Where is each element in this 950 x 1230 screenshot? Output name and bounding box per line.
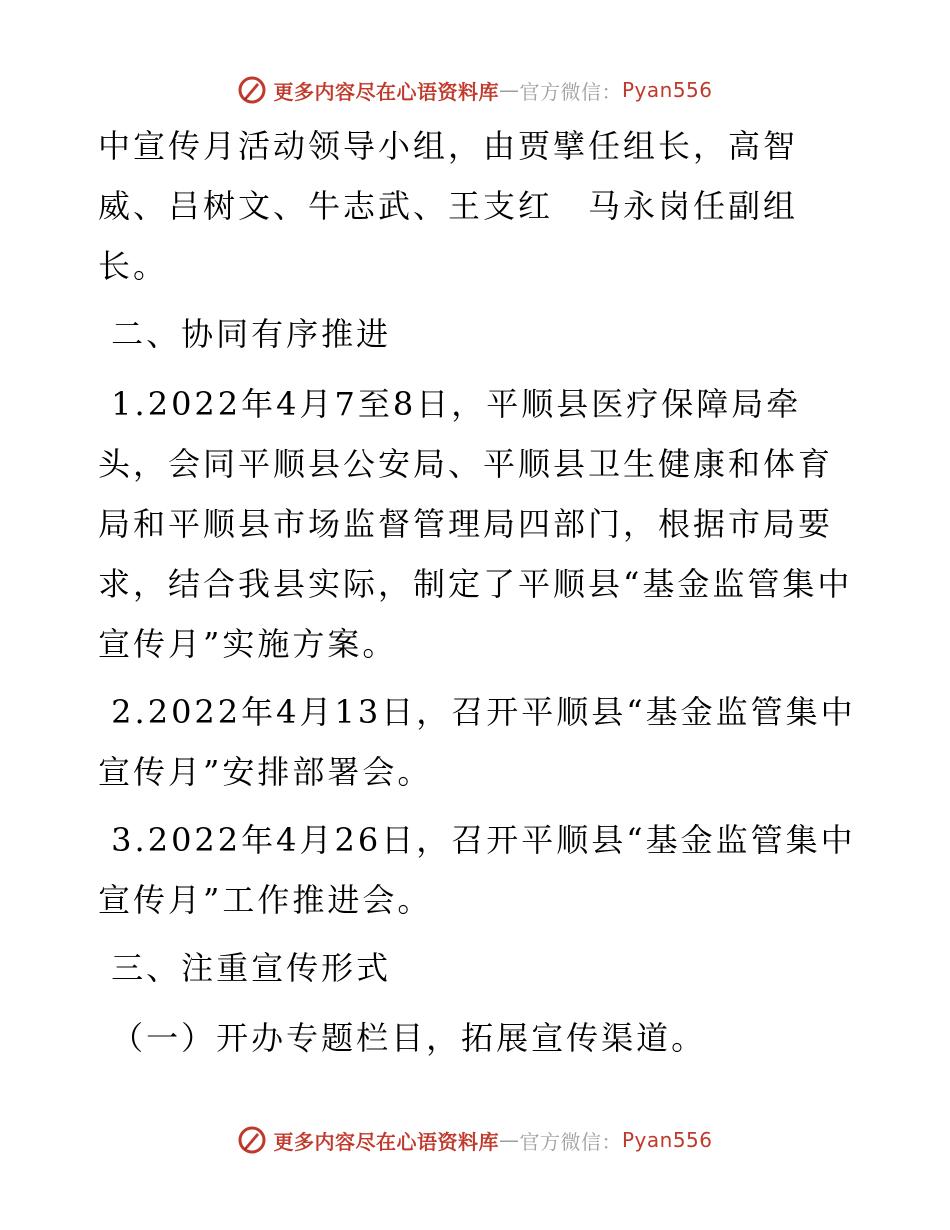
quill-logo-icon — [237, 75, 267, 105]
paragraph-item-2: 2.2022年4月13日，召开平顺县“基金监管集中宣传月”安排部署会。 — [98, 693, 856, 791]
watermark-text: 更多内容尽在心语资料库 — [273, 1129, 499, 1154]
document-body — [98, 116, 858, 1076]
paragraph-item-3: 3.2022年4月26日，召开平顺县“基金监管集中宣传月”工作推进会。 — [98, 821, 856, 919]
paragraph-leading-group: 中宣传月活动领导小组，由贾擘任组长，高智威、吕树文、牛志武、王支红 马永岗任副组长。 — [98, 127, 799, 285]
section-heading-2: 二、协同有序推进 — [98, 315, 392, 353]
paragraph-item-1: 1.2022年4月7至8日，平顺县医疗保障局牵头，会同平顺县公安局、平顺县卫生健康和体育局和平顺县市场监督管理局四部门，根据市局要求，结合我县实际，制定了平顺县“基金监管集中宣传月”实施方案。 — [98, 385, 853, 663]
section-heading-3: 三、注重宣传形式 — [98, 949, 392, 987]
watermark-wechat-label: 官方微信： — [519, 1129, 622, 1154]
watermark-wechat-id: Pyan556 — [621, 78, 713, 102]
footer-watermark — [0, 1120, 950, 1160]
watermark-separator: — — [498, 78, 520, 102]
subsection-heading-1: （一）开办专题栏目，拓展宣传渠道。 — [98, 1019, 707, 1057]
watermark-separator: — — [498, 1128, 520, 1152]
watermark-text: 更多内容尽在心语资料库 — [273, 79, 499, 104]
watermark-wechat-id: Pyan556 — [621, 1128, 713, 1152]
header-watermark — [0, 70, 950, 110]
watermark-wechat-label: 官方微信： — [519, 79, 622, 104]
quill-logo-icon — [237, 1125, 267, 1155]
